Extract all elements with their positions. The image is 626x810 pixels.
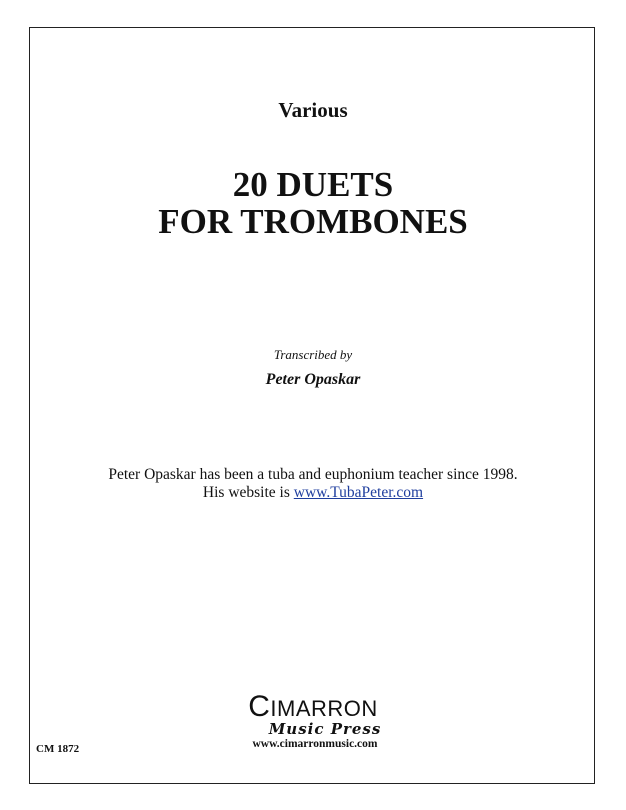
credit-name: Peter Opaskar: [265, 371, 361, 388]
bio-line-2: [0, 484, 626, 502]
page-border: [29, 27, 595, 784]
publisher-url: www.cimarronmusic.com: [252, 738, 378, 750]
publisher-subtitle: Music Press: [268, 720, 382, 738]
website-link[interactable]: www.TubaPeter.com: [293, 484, 424, 501]
bio-prefix: His website is: [202, 484, 294, 501]
title-line-2: FOR TROMBONES: [158, 202, 468, 241]
composer: Various: [278, 98, 348, 122]
credit-label: Transcribed by: [273, 347, 353, 362]
publisher-name-initial: C: [248, 690, 271, 723]
catalog-number: CM 1872: [36, 743, 80, 755]
title-line-1: 20 DUETS: [232, 165, 394, 204]
publisher-logo: [0, 690, 626, 751]
bio-line-1: Peter Opaskar has been a tuba and euphonium teacher since 1998.: [108, 466, 518, 483]
publisher-name: [0, 690, 626, 723]
bio: [0, 466, 626, 502]
page-title: [0, 166, 626, 240]
publisher-name-rest: IMARRON: [270, 696, 378, 721]
